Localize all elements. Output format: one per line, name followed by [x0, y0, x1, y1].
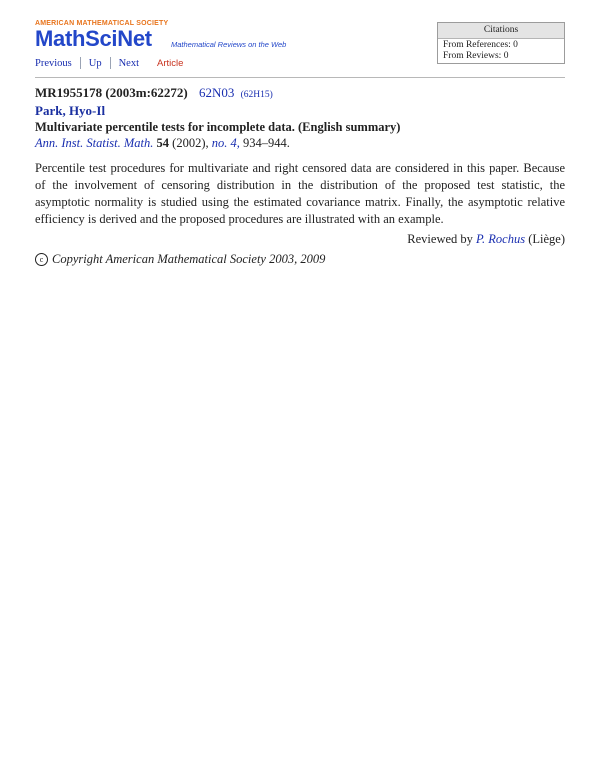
up-link[interactable]: Up: [88, 57, 102, 69]
journal-pages: 934–944.: [242, 136, 290, 150]
previous-link[interactable]: Previous: [35, 57, 72, 69]
journal-citation: [35, 135, 565, 152]
citations-from-reviews[interactable]: From Reviews: 0: [443, 51, 509, 61]
citations-from-references[interactable]: From References: 0: [443, 40, 518, 50]
header-divider: [35, 77, 565, 78]
logo-tagline: Mathematical Reviews on the Web: [171, 40, 287, 49]
next-link[interactable]: Next: [118, 57, 140, 69]
ams-society-label: AMERICAN MATHEMATICAL SOCIETY: [35, 20, 169, 27]
citations-title: Citations: [438, 23, 564, 39]
copyright-icon: c: [35, 253, 48, 266]
copyright-text: Copyright American Mathematical Society 2003, 2009: [52, 252, 326, 266]
mr-number: MR1955178 (2003m:62272): [35, 85, 188, 100]
issue-link[interactable]: no. 4,: [211, 136, 240, 150]
primary-classification-link[interactable]: 62N03: [198, 85, 235, 100]
reviewer-affiliation: (Liège): [528, 232, 565, 246]
navigation-bar: [35, 57, 183, 69]
reviewed-by-label: Reviewed by: [407, 232, 473, 246]
article-link[interactable]: Article: [157, 57, 184, 69]
nav-separator: [110, 57, 111, 69]
journal-link[interactable]: Ann. Inst. Statist. Math.: [35, 136, 154, 150]
review-record: [35, 85, 565, 268]
mr-line: [35, 85, 565, 103]
author-link[interactable]: Park, Hyo-Il: [35, 103, 106, 118]
citations-box: [437, 22, 565, 64]
secondary-classification-link[interactable]: (62H15): [240, 90, 273, 100]
reviewer-link[interactable]: P. Rochus: [476, 232, 526, 246]
copyright-notice: [35, 251, 565, 268]
article-title: Multivariate percentile tests for incomplete data. (English summary): [35, 120, 401, 134]
journal-year: (2002),: [172, 136, 209, 150]
reviewer-line: [35, 231, 565, 248]
mathscinet-logo[interactable]: MathSciNet: [35, 26, 152, 51]
mathscinet-header: [35, 20, 565, 78]
journal-volume: 54: [156, 136, 170, 150]
review-abstract: Percentile test procedures for multivariate and right censored data are considered in this paper. Because of the involvement of censoring distribution in the distribution of the proposed test statistic, the asymptotic normality is studied using the estimated covariance matrix. Finally, the asymptotic relative efficiency is derived and the proposed procedures are illustrated with an example.: [35, 161, 565, 226]
nav-separator: [80, 57, 81, 69]
